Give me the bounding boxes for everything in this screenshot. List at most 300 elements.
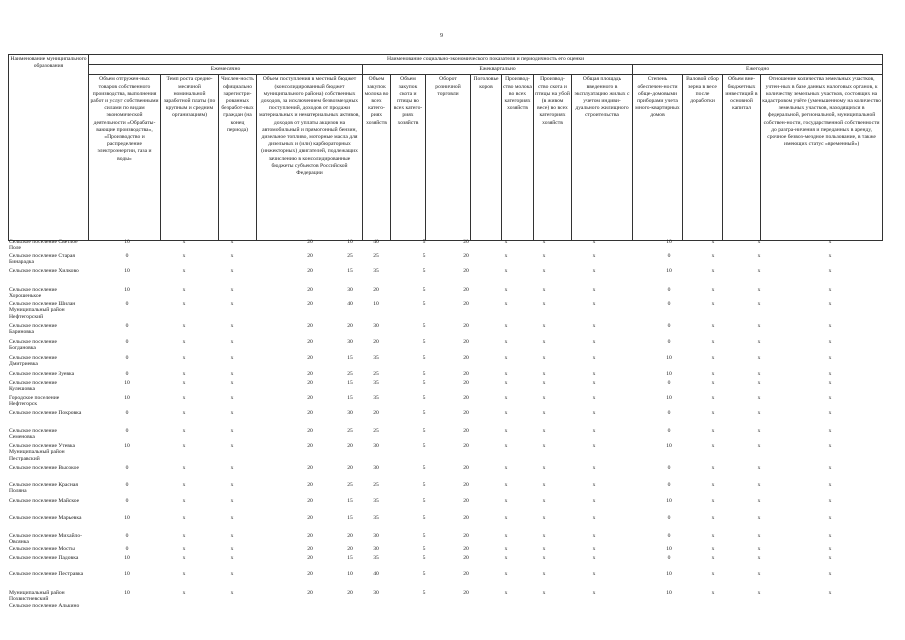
row-value: 20 <box>463 253 469 259</box>
row-value: x <box>828 268 832 274</box>
row-value: x <box>504 239 508 245</box>
row-value: 10 <box>666 371 672 377</box>
row-value: 40 <box>373 239 379 245</box>
row-value: x <box>504 571 508 577</box>
row-value: 20 <box>347 443 353 449</box>
column-header: Объем поступления в местный бюджет (консолидированный бюджет муниципального района) собственных доходов, за исключением безвозмездных поступлений, доходов от продажи материальных и нематериальных активов, доходов от уплаты акцизов на автомобильный и прямогонный бензин, дизельное топливо, моторные масла для дизельных и (или) карбюраторных (инжекторных) двигателей, подлежащих зачислению в консолидированные бюджеты субъектов Российской Федерации <box>257 75 363 241</box>
row-value: x <box>504 590 508 596</box>
row-value: x <box>711 571 715 577</box>
column-header: Степень обеспечен-ности обще-домовыми приборами учета много-квартирных домов <box>633 75 683 241</box>
row-value: 15 <box>347 355 353 361</box>
row-value: 10 <box>124 239 130 245</box>
row-value: x <box>182 355 186 361</box>
row-municipality-name: Сельское поселение Покровка <box>9 410 82 416</box>
row-value: 20 <box>463 482 469 488</box>
row-value: 15 <box>347 380 353 386</box>
row-value: 25 <box>347 371 353 377</box>
row-value: 25 <box>373 253 379 259</box>
row-value: 20 <box>463 323 469 329</box>
row-value: 20 <box>373 339 379 345</box>
row-value: x <box>592 253 596 259</box>
row-value: x <box>230 355 234 361</box>
row-value: x <box>182 571 186 577</box>
row-value: x <box>542 380 546 386</box>
row-value: x <box>757 533 761 539</box>
row-value: x <box>542 339 546 345</box>
column-header: Объем вне-бюджетных инвестиций в основной капитал <box>723 75 761 241</box>
row-value: x <box>182 287 186 293</box>
row-value: 20 <box>463 533 469 539</box>
row-value: 0 <box>125 533 129 539</box>
row-value: x <box>828 515 832 521</box>
row-value: 5 <box>422 355 426 361</box>
row-value: x <box>828 546 832 552</box>
row-value: 20 <box>307 410 313 416</box>
row-value: x <box>592 380 596 386</box>
row-value: x <box>182 323 186 329</box>
row-value: x <box>504 533 508 539</box>
row-value: x <box>230 395 234 401</box>
row-value: 30 <box>347 287 353 293</box>
row-value: x <box>592 355 596 361</box>
row-value: 10 <box>373 301 379 307</box>
row-value: 40 <box>373 571 379 577</box>
row-value: x <box>757 515 761 521</box>
row-value: x <box>592 301 596 307</box>
row-value: x <box>592 239 596 245</box>
row-value: 5 <box>422 590 426 596</box>
row-value: 20 <box>463 443 469 449</box>
row-value: x <box>230 301 234 307</box>
row-value: 35 <box>373 555 379 561</box>
row-value: x <box>230 410 234 416</box>
row-value: x <box>542 355 546 361</box>
row-value: x <box>230 380 234 386</box>
row-value: x <box>711 498 715 504</box>
row-value: 5 <box>422 482 426 488</box>
row-value: 20 <box>307 428 313 434</box>
row-value: x <box>542 465 546 471</box>
indicator-title-header: Наименование социально-экономического показателя и периодичность его оценки <box>89 55 883 65</box>
row-value: x <box>542 395 546 401</box>
row-value: 20 <box>463 355 469 361</box>
row-value: x <box>592 465 596 471</box>
row-value: x <box>542 443 546 449</box>
row-value: x <box>828 355 832 361</box>
row-value: 15 <box>347 395 353 401</box>
row-value: x <box>757 239 761 245</box>
row-value: 20 <box>463 515 469 521</box>
row-value: 5 <box>422 287 426 293</box>
row-value: x <box>182 268 186 274</box>
row-value: 15 <box>347 498 353 504</box>
row-value: x <box>592 395 596 401</box>
row-value: x <box>592 590 596 596</box>
row-value: 20 <box>373 287 379 293</box>
row-value: x <box>711 546 715 552</box>
row-value: x <box>828 323 832 329</box>
row-value: x <box>230 571 234 577</box>
row-value: x <box>828 395 832 401</box>
row-value: x <box>504 287 508 293</box>
municipality-column-header: Наименование муниципального образования <box>9 55 89 241</box>
row-value: 0 <box>667 533 671 539</box>
row-municipality-name: Сельское поселение Марьевка <box>9 515 82 521</box>
row-value: x <box>711 428 715 434</box>
row-value: 20 <box>307 555 313 561</box>
row-value: 5 <box>422 380 426 386</box>
row-value: x <box>711 371 715 377</box>
row-municipality-name: Сельское поселение Падовка <box>9 555 79 561</box>
row-value: x <box>711 268 715 274</box>
row-value: x <box>828 380 832 386</box>
row-value: 20 <box>307 533 313 539</box>
row-value: x <box>542 590 546 596</box>
row-value: 20 <box>307 355 313 361</box>
row-value: 0 <box>125 465 129 471</box>
row-value: 25 <box>373 371 379 377</box>
row-value: x <box>592 515 596 521</box>
row-value: x <box>757 546 761 552</box>
row-value: 20 <box>347 546 353 552</box>
row-value: 20 <box>463 428 469 434</box>
row-value: x <box>711 465 715 471</box>
row-value: 20 <box>463 239 469 245</box>
row-value: 10 <box>347 239 353 245</box>
row-value: 30 <box>373 323 379 329</box>
row-value: 0 <box>667 253 671 259</box>
row-value: x <box>504 268 508 274</box>
row-value: 20 <box>463 546 469 552</box>
row-value: x <box>711 239 715 245</box>
row-value: 20 <box>307 465 313 471</box>
row-value: 20 <box>347 533 353 539</box>
row-value: 30 <box>373 546 379 552</box>
row-value: x <box>757 428 761 434</box>
row-value: 20 <box>347 323 353 329</box>
row-value: x <box>828 498 832 504</box>
row-value: 35 <box>373 395 379 401</box>
row-value: x <box>592 428 596 434</box>
row-value: 0 <box>667 428 671 434</box>
row-value: x <box>711 590 715 596</box>
row-value: 10 <box>666 498 672 504</box>
row-value: x <box>711 380 715 386</box>
row-value: 20 <box>463 590 469 596</box>
row-value: 20 <box>307 590 313 596</box>
row-value: x <box>230 323 234 329</box>
row-value: 5 <box>422 571 426 577</box>
row-value: 5 <box>422 515 426 521</box>
row-value: x <box>504 301 508 307</box>
row-value: 20 <box>463 555 469 561</box>
row-value: 0 <box>667 465 671 471</box>
row-value: 10 <box>124 395 130 401</box>
row-value: x <box>711 555 715 561</box>
row-value: x <box>182 239 186 245</box>
row-value: 5 <box>422 465 426 471</box>
row-value: 35 <box>373 380 379 386</box>
row-value: x <box>504 253 508 259</box>
row-value: x <box>711 395 715 401</box>
row-value: x <box>182 482 186 488</box>
row-municipality-name: Сельское поселение Семеновка <box>9 428 57 441</box>
row-value: x <box>828 571 832 577</box>
row-value: 0 <box>667 301 671 307</box>
row-municipality-name: Сельское поселение Шилан Муниципальный район Нефтегорский <box>9 301 76 320</box>
row-value: x <box>230 443 234 449</box>
row-value: x <box>542 555 546 561</box>
row-value: x <box>182 371 186 377</box>
row-value: x <box>711 533 715 539</box>
row-value: 25 <box>347 482 353 488</box>
row-value: 0 <box>125 498 129 504</box>
row-value: x <box>504 428 508 434</box>
row-value: x <box>828 465 832 471</box>
row-value: 5 <box>422 443 426 449</box>
row-value: x <box>828 482 832 488</box>
row-value: 25 <box>373 428 379 434</box>
row-value: 20 <box>463 371 469 377</box>
row-municipality-name: Сельское поселение Майское <box>9 498 80 504</box>
row-value: 0 <box>667 410 671 416</box>
row-value: x <box>757 380 761 386</box>
row-value: x <box>542 515 546 521</box>
column-header: Числен-ность официально зарегистри-рованных безработ-ных граждан (на конец периода) <box>219 75 257 241</box>
row-value: 20 <box>463 410 469 416</box>
row-value: 20 <box>463 268 469 274</box>
row-value: x <box>542 239 546 245</box>
row-value: 20 <box>463 465 469 471</box>
row-municipality-name: Сельское поселение Утевка Муниципальный район Пестравский <box>9 443 76 462</box>
row-value: x <box>757 443 761 449</box>
row-municipality-name: Сельское поселение Зуевка <box>9 371 75 377</box>
row-value: x <box>542 323 546 329</box>
row-value: x <box>592 410 596 416</box>
row-value: x <box>757 287 761 293</box>
row-municipality-name: Сельское поселение Михайло- Овсянка <box>9 533 83 546</box>
row-value: 5 <box>422 533 426 539</box>
row-value: x <box>182 443 186 449</box>
row-value: 5 <box>422 498 426 504</box>
row-value: x <box>182 253 186 259</box>
column-header: Валовой сбор зерна в весе после доработки <box>683 75 723 241</box>
row-value: x <box>230 546 234 552</box>
row-municipality-name: Сельское поселение Богдановка <box>9 339 57 352</box>
row-value: x <box>592 287 596 293</box>
row-value: x <box>504 395 508 401</box>
row-value: x <box>711 355 715 361</box>
row-value: 0 <box>125 339 129 345</box>
row-value: x <box>230 239 234 245</box>
row-municipality-name: Муниципальный район Похвистневский Сельское поселение Алькино <box>9 590 80 609</box>
row-value: x <box>828 533 832 539</box>
row-value: 20 <box>307 443 313 449</box>
row-value: x <box>182 395 186 401</box>
row-municipality-name: Сельское поселение Красная Поляна <box>9 482 78 495</box>
row-value: x <box>542 533 546 539</box>
row-value: x <box>711 443 715 449</box>
row-value: 20 <box>463 339 469 345</box>
row-value: x <box>542 253 546 259</box>
row-value: x <box>182 428 186 434</box>
row-value: 30 <box>373 590 379 596</box>
row-municipality-name: Сельское поселение Хилково <box>9 268 79 274</box>
row-value: x <box>711 515 715 521</box>
column-header: Отношение количества земельных участков, учтен-ных в базе данных налоговых органов, к количеству земельных участков, состоящих на кадастровом учёте (уменьшенному на количество земельных участков, находящихся в федеральной, региональной, муниципальной собствен-ности, государственной собственности до разгра-ничения и переданных в аренду, срочное безвоз-мездное пользование, в также имеющих статус «временный») <box>761 75 883 241</box>
row-value: 10 <box>666 571 672 577</box>
row-value: 0 <box>125 355 129 361</box>
row-value: x <box>504 323 508 329</box>
row-value: x <box>711 482 715 488</box>
row-value: x <box>757 571 761 577</box>
row-value: 25 <box>373 482 379 488</box>
row-value: 35 <box>373 515 379 521</box>
row-value: x <box>757 498 761 504</box>
row-value: 10 <box>666 443 672 449</box>
row-value: 0 <box>667 287 671 293</box>
row-value: 5 <box>422 371 426 377</box>
row-value: 10 <box>124 268 130 274</box>
row-value: x <box>182 465 186 471</box>
row-value: x <box>828 239 832 245</box>
row-value: 0 <box>667 339 671 345</box>
row-value: 0 <box>125 410 129 416</box>
row-value: 20 <box>307 253 313 259</box>
row-value: 15 <box>347 555 353 561</box>
row-value: x <box>757 410 761 416</box>
row-value: x <box>504 515 508 521</box>
row-value: 0 <box>667 323 671 329</box>
row-value: 5 <box>422 323 426 329</box>
row-value: x <box>230 253 234 259</box>
row-municipality-name: Сельское поселение Старая Бинарадка <box>9 253 75 266</box>
row-value: x <box>230 590 234 596</box>
row-value: 0 <box>125 323 129 329</box>
row-value: 20 <box>307 287 313 293</box>
row-value: x <box>504 380 508 386</box>
row-value: x <box>757 301 761 307</box>
row-value: x <box>542 301 546 307</box>
row-value: 0 <box>667 515 671 521</box>
row-value: x <box>230 533 234 539</box>
row-value: 0 <box>125 428 129 434</box>
row-value: x <box>828 287 832 293</box>
row-value: 30 <box>373 443 379 449</box>
row-value: 0 <box>125 546 129 552</box>
column-header: Темп роста средне-месячной номинальной заработной платы (по крупным и средним организациям) <box>161 75 219 241</box>
row-value: x <box>230 498 234 504</box>
column-header: Объем закупок молока во всех катего-риях хозяйств <box>363 75 391 241</box>
row-value: 20 <box>307 498 313 504</box>
row-value: x <box>182 515 186 521</box>
row-value: 20 <box>307 301 313 307</box>
row-value: x <box>504 546 508 552</box>
row-value: x <box>757 253 761 259</box>
row-municipality-name: Сельское поселение Светлое Поле <box>9 239 78 252</box>
row-value: x <box>592 546 596 552</box>
row-value: x <box>182 339 186 345</box>
row-value: x <box>592 482 596 488</box>
row-value: x <box>757 590 761 596</box>
row-value: 10 <box>124 571 130 577</box>
row-value: 20 <box>463 498 469 504</box>
row-value: 30 <box>347 410 353 416</box>
row-value: x <box>504 482 508 488</box>
column-header: Производ-ство скота и птицы на убой (в живом весе) во всех категориях хозяйств <box>534 75 572 241</box>
row-value: 20 <box>463 571 469 577</box>
row-value: x <box>182 301 186 307</box>
row-value: x <box>504 498 508 504</box>
row-value: 20 <box>307 239 313 245</box>
row-value: 10 <box>666 239 672 245</box>
column-header: Объем закупок скота и птицы во всех катего-риях хозяйств <box>391 75 426 241</box>
row-value: x <box>542 371 546 377</box>
monthly-group-header: Ежемесячно <box>89 65 363 75</box>
row-municipality-name: Городское поселение Нефтегорск <box>9 395 60 408</box>
row-value: 20 <box>463 287 469 293</box>
row-value: x <box>182 590 186 596</box>
row-value: 10 <box>124 380 130 386</box>
row-value: 20 <box>307 380 313 386</box>
row-value: x <box>828 339 832 345</box>
row-value: 35 <box>373 268 379 274</box>
row-value: 20 <box>307 546 313 552</box>
row-municipality-name: Сельское поселение Высокое <box>9 465 79 471</box>
row-value: x <box>230 268 234 274</box>
row-value: 10 <box>666 268 672 274</box>
row-value: x <box>711 287 715 293</box>
row-value: x <box>504 371 508 377</box>
row-value: 40 <box>347 301 353 307</box>
row-value: 20 <box>463 380 469 386</box>
row-value: x <box>592 555 596 561</box>
row-value: x <box>711 339 715 345</box>
row-value: x <box>711 253 715 259</box>
row-value: x <box>828 371 832 377</box>
column-header: Поголовье коров <box>471 75 502 241</box>
row-value: 25 <box>347 253 353 259</box>
row-value: x <box>828 555 832 561</box>
row-value: x <box>230 482 234 488</box>
row-value: x <box>757 482 761 488</box>
row-value: 20 <box>307 482 313 488</box>
row-value: x <box>592 268 596 274</box>
row-value: x <box>182 546 186 552</box>
row-value: 20 <box>463 301 469 307</box>
row-value: x <box>757 371 761 377</box>
row-value: 20 <box>307 395 313 401</box>
row-value: 10 <box>666 395 672 401</box>
row-value: 15 <box>347 268 353 274</box>
row-value: x <box>592 443 596 449</box>
row-value: 10 <box>666 355 672 361</box>
row-value: x <box>828 428 832 434</box>
row-value: x <box>757 395 761 401</box>
row-value: x <box>592 571 596 577</box>
row-value: x <box>757 323 761 329</box>
row-value: 5 <box>422 253 426 259</box>
row-value: 20 <box>373 410 379 416</box>
row-value: x <box>711 410 715 416</box>
row-value: x <box>711 301 715 307</box>
column-header: Производ-ство молока во всех категориях хозяйств <box>502 75 534 241</box>
row-value: 20 <box>307 268 313 274</box>
row-value: 10 <box>124 555 130 561</box>
row-value: x <box>828 410 832 416</box>
row-value: 5 <box>422 555 426 561</box>
row-value: 10 <box>124 287 130 293</box>
